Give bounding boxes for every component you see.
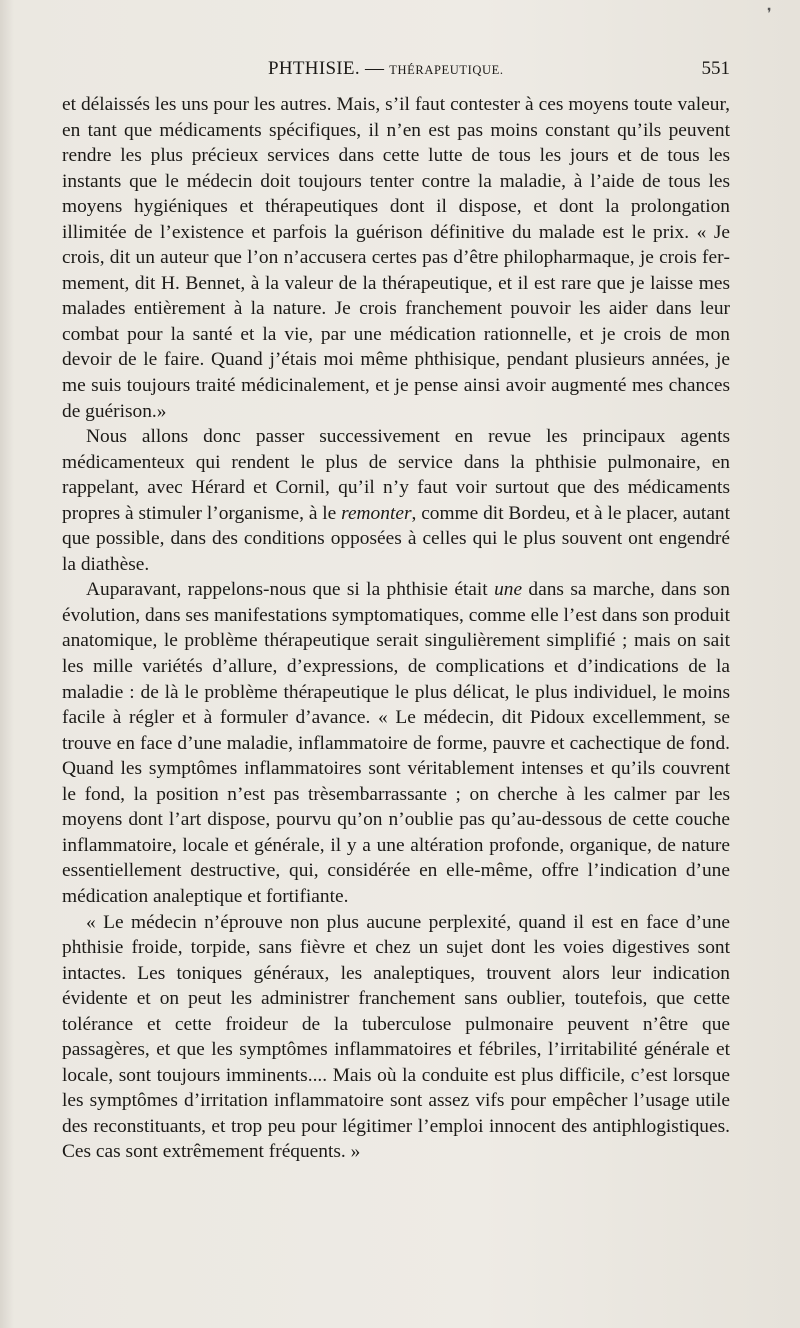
running-head-title: PHTHISIE. — THÉRAPEUTIQUE. bbox=[268, 58, 504, 79]
paragraph-1: et délaissés les uns pour les autres. Mais, s’il faut contester à ces moyens toute valeur, en tant que médicaments spécifiques, il n’en est pas moins constant qu’ils peuvent rendre les plus précieux services dans cette lutte de tous les jours et de tous les instants que le médecin doit toujours tenter contre la maladie, à l’aide de tous les moyens hygiéniques et thérapeutiques dont il dispose, et dont la prolongation illimitée de l’existence et parfois la guérison définitive du malade est le prix. « Je crois, dit un auteur que l’on n’accusera certes pas d’être philopharmaque, je crois fermement, dit H. Bennet, à la valeur de la thérapeutique, et il est rare que je laisse mes malades entièrement à la nature. Je crois franchement pouvoir les aider dans leur combat pour la santé et la vie, par une médication rationnelle, et je crois de mon devoir de le faire. Quand j’étais moi même phthisique, pendant plusieurs années, je me suis toujours traité médicinalement, et je pense ainsi avoir augmenté mes chances de guérison.» bbox=[62, 94, 730, 422]
paragraph-2: Nous allons donc passer successivement en revue les principaux agents médicamenteux qui rendent le plus de service dans la phthisie pulmonaire, en rappelant, avec Hérard et Cornil, qu’il n’y faut voir surtout que des médicaments propres à stimuler l’organisme, à le remonter, comme dit Bordeu, et à le placer, autant que possible, dans des conditions opposées à celles qui le plus souvent ont engendré la diathèse. bbox=[62, 426, 731, 575]
running-head bbox=[62, 58, 730, 80]
emphasis-remonter: remonter bbox=[341, 502, 412, 524]
running-head-subtitle: THÉRAPEUTIQUE. bbox=[389, 63, 504, 77]
page-number: 551 bbox=[701, 58, 730, 79]
paragraph-3: Auparavant, rappelons-nous que si la phthisie était une dans sa marche, dans son évolution, dans ses manifestations symptomatiques, comme elle l’est dans son produit anatomique, le problème thérapeutique serait singulièrement simplifié ; mais on sait les mille variétés d’allure, d’expressions, de complications et d’indications de la maladie : de là le problème thérapeutique le plus délicat, le plus individuel, le moins facile à régler et à formuler d’avance. « Le médecin, dit Pidoux excellemment, se trouve en face d’une maladie, inflammatoire de forme, pauvre et cachectique de fond. Quand les symptômes inflammatoires sont véritablement intenses et qu’ils couvrent le fond, la position n’est pas trèsembarrassante ; on cherche à les calmer par les moyens dont l’art dispose, pourvu qu’on n’oublie pas qu’au-dessous de cette couche inflammatoire, locale et générale, il y a une altération profonde, organique, de nature essentiellement destructive, qui, considérée en elle-même, offre l’indication d’une médication analeptique et fortifiante. bbox=[62, 579, 730, 907]
paragraph-4: « Le médecin n’éprouve non plus aucune perplexité, quand il est en face d’une phthisie froide, torpide, sans fièvre et chez un sujet dont les voies digestives sont intactes. Les toniques généraux, les analeptiques, trouvent alors leur indication évidente et on peut les administrer franchement sans oublier, toutefois, que cette tolérance et cette froideur de la tuberculose pulmonaire peuvent n’être que passagères, et que les symptômes inflammatoires et fébriles, l’irritabilité générale et locale, sont toujours imminents.... Mais où la conduite est plus difficile, c’est lorsque les symptômes d’irritation inflammatoire sont assez vifs pour empêcher l’usage utile des reconstituants, et trop peu pour légitimer l’emploi innocent des antiphlogistiques. Ces cas sont extrêmement fréquents. » bbox=[62, 911, 730, 1163]
margin-mark: ❜ bbox=[767, 6, 772, 22]
body-text bbox=[62, 92, 730, 1165]
emphasis-une: une bbox=[494, 579, 523, 601]
